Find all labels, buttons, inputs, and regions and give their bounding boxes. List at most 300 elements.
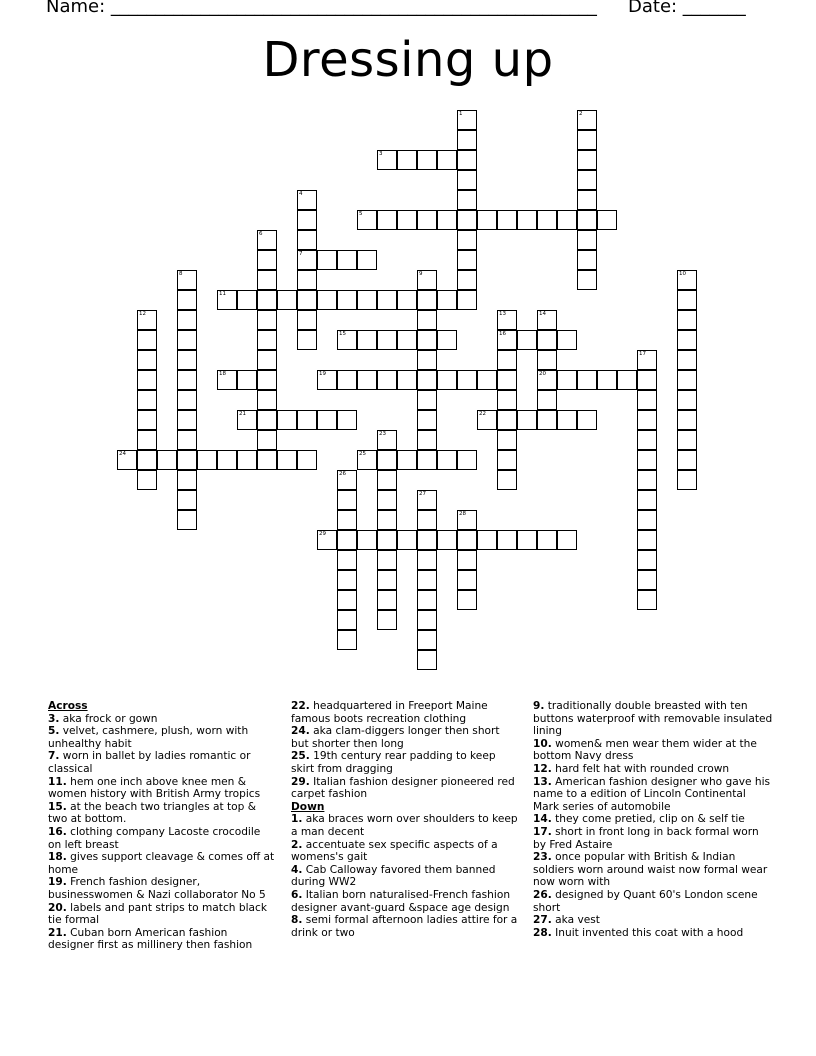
clue-number-label: 13. <box>533 775 552 788</box>
grid-cell[interactable] <box>577 230 597 250</box>
grid-cell[interactable] <box>257 310 277 330</box>
clue-text: 19th century rear padding to keep skirt from dragging <box>291 750 496 775</box>
grid-cell[interactable] <box>237 290 257 310</box>
grid-cell[interactable] <box>637 350 657 370</box>
grid-cell[interactable] <box>397 210 417 230</box>
grid-cell[interactable] <box>577 110 597 130</box>
grid-cell[interactable] <box>537 410 557 430</box>
grid-cell[interactable] <box>457 450 477 470</box>
grid-cell[interactable] <box>337 630 357 650</box>
grid-cell[interactable] <box>397 150 417 170</box>
grid-cell[interactable] <box>117 450 137 470</box>
grid-cell[interactable] <box>337 610 357 630</box>
grid-cell[interactable] <box>457 170 477 190</box>
grid-cell[interactable] <box>637 430 657 450</box>
grid-cell[interactable] <box>537 210 557 230</box>
grid-cell[interactable] <box>677 370 697 390</box>
grid-cell[interactable] <box>217 370 237 390</box>
grid-cell[interactable] <box>297 310 317 330</box>
grid-cell[interactable] <box>537 530 557 550</box>
grid-cell[interactable] <box>177 450 197 470</box>
grid-cell[interactable] <box>417 590 437 610</box>
down-clue <box>533 914 773 927</box>
grid-cell[interactable] <box>517 410 537 430</box>
grid-cell[interactable] <box>457 110 477 130</box>
grid-cell[interactable] <box>417 490 437 510</box>
grid-cell[interactable] <box>417 450 437 470</box>
grid-cell[interactable] <box>417 570 437 590</box>
grid-cell[interactable] <box>457 370 477 390</box>
grid-cell[interactable] <box>517 530 537 550</box>
grid-cell[interactable] <box>437 530 457 550</box>
grid-cell[interactable] <box>417 330 437 350</box>
clue-number-label: 11. <box>48 775 67 788</box>
grid-cell[interactable] <box>497 470 517 490</box>
grid-cell[interactable] <box>557 370 577 390</box>
grid-cell[interactable] <box>357 370 377 390</box>
grid-cell[interactable] <box>477 410 497 430</box>
grid-cell[interactable] <box>257 290 277 310</box>
grid-cell[interactable] <box>577 250 597 270</box>
grid-cell[interactable] <box>257 270 277 290</box>
grid-cell[interactable] <box>377 550 397 570</box>
clue-number: 13 <box>499 311 506 317</box>
grid-cell[interactable] <box>457 190 477 210</box>
grid-cell[interactable] <box>337 370 357 390</box>
grid-cell[interactable] <box>497 430 517 450</box>
grid-cell[interactable] <box>557 410 577 430</box>
clue-number-label: 10. <box>533 737 552 750</box>
grid-cell[interactable] <box>377 290 397 310</box>
clue-text: accentuate sex specific aspects of a womens's gait <box>291 838 498 864</box>
grid-cell[interactable] <box>277 410 297 430</box>
clue-number: 20 <box>539 371 546 377</box>
grid-cell[interactable] <box>377 330 397 350</box>
clue-text: Inuit invented this coat with a hood <box>551 926 744 939</box>
grid-cell[interactable] <box>637 590 657 610</box>
grid-cell[interactable] <box>217 290 237 310</box>
grid-cell[interactable] <box>177 330 197 350</box>
clue-number: 8 <box>179 271 183 277</box>
clue-number-label: 26. <box>533 888 552 901</box>
grid-cell[interactable] <box>457 530 477 550</box>
grid-cell[interactable] <box>137 370 157 390</box>
grid-cell[interactable] <box>377 430 397 450</box>
grid-cell[interactable] <box>137 350 157 370</box>
grid-cell[interactable] <box>237 410 257 430</box>
clue-number: 19 <box>319 371 326 377</box>
grid-cell[interactable] <box>177 370 197 390</box>
clue-number-label: 21. <box>48 926 67 939</box>
grid-cell[interactable] <box>457 250 477 270</box>
grid-cell[interactable] <box>457 230 477 250</box>
grid-cell[interactable] <box>177 350 197 370</box>
grid-cell[interactable] <box>377 210 397 230</box>
clue-text: hard felt hat with rounded crown <box>551 762 730 775</box>
grid-cell[interactable] <box>137 470 157 490</box>
grid-cell[interactable] <box>637 410 657 430</box>
grid-cell[interactable] <box>257 330 277 350</box>
grid-cell[interactable] <box>437 210 457 230</box>
clue-number-label: 17. <box>533 825 552 838</box>
grid-cell[interactable] <box>417 430 437 450</box>
clue-number-label: 29. <box>291 775 310 788</box>
grid-cell[interactable] <box>537 330 557 350</box>
grid-cell[interactable] <box>337 590 357 610</box>
grid-cell[interactable] <box>417 410 437 430</box>
grid-cell[interactable] <box>577 410 597 430</box>
clue-number: 17 <box>639 351 646 357</box>
grid-cell[interactable] <box>257 230 277 250</box>
grid-cell[interactable] <box>377 510 397 530</box>
grid-cell[interactable] <box>637 470 657 490</box>
clue-text: aka braces worn over shoulders to keep a man decent <box>291 813 518 838</box>
clue-text: gives support cleavage & comes off at home <box>48 851 275 876</box>
grid-cell[interactable] <box>137 410 157 430</box>
clue-number: 15 <box>339 331 346 337</box>
grid-cell[interactable] <box>377 150 397 170</box>
clue-number: 7 <box>299 251 303 257</box>
grid-cell[interactable] <box>177 310 197 330</box>
grid-cell[interactable] <box>137 430 157 450</box>
grid-cell[interactable] <box>357 330 377 350</box>
grid-cell[interactable] <box>297 270 317 290</box>
grid-cell[interactable] <box>357 450 377 470</box>
grid-cell[interactable] <box>517 210 537 230</box>
grid-cell[interactable] <box>297 230 317 250</box>
clues-column-1 <box>48 700 276 952</box>
grid-cell[interactable] <box>517 330 537 350</box>
grid-cell[interactable] <box>257 390 277 410</box>
grid-cell[interactable] <box>457 510 477 530</box>
grid-cell[interactable] <box>137 330 157 350</box>
across-clue <box>48 826 276 851</box>
grid-cell[interactable] <box>417 650 437 670</box>
name-field[interactable]: Name: ______________________________________________________ <box>46 0 597 17</box>
grid-cell[interactable] <box>417 350 437 370</box>
grid-cell[interactable] <box>237 450 257 470</box>
across-clue <box>48 750 276 775</box>
clue-text: aka clam-diggers longer then short but shorter then long <box>291 725 500 750</box>
down-clue <box>533 763 773 776</box>
grid-cell[interactable] <box>297 250 317 270</box>
grid-cell[interactable] <box>457 590 477 610</box>
grid-cell[interactable] <box>337 330 357 350</box>
grid-cell[interactable] <box>257 430 277 450</box>
grid-cell[interactable] <box>557 530 577 550</box>
across-clue <box>48 927 276 952</box>
grid-cell[interactable] <box>417 610 437 630</box>
grid-cell[interactable] <box>677 350 697 370</box>
grid-cell[interactable] <box>317 290 337 310</box>
grid-cell[interactable] <box>677 390 697 410</box>
clue-number-label: 1. <box>291 813 303 826</box>
grid-cell[interactable] <box>497 350 517 370</box>
grid-cell[interactable] <box>637 490 657 510</box>
grid-cell[interactable] <box>417 630 437 650</box>
down-clue <box>291 839 519 864</box>
grid-cell[interactable] <box>297 450 317 470</box>
grid-cell[interactable] <box>257 250 277 270</box>
grid-cell[interactable] <box>457 150 477 170</box>
down-clue <box>291 914 519 939</box>
clue-number: 25 <box>359 451 366 457</box>
grid-cell[interactable] <box>177 470 197 490</box>
grid-cell[interactable] <box>357 290 377 310</box>
grid-cell[interactable] <box>337 250 357 270</box>
clue-number: 22 <box>479 411 486 417</box>
clue-number-label: 20. <box>48 901 67 914</box>
grid-cell[interactable] <box>457 270 477 290</box>
clue-number-label: 28. <box>533 926 552 939</box>
grid-cell[interactable] <box>677 430 697 450</box>
grid-cell[interactable] <box>397 330 417 350</box>
grid-cell[interactable] <box>177 390 197 410</box>
grid-cell[interactable] <box>497 310 517 330</box>
grid-cell[interactable] <box>317 250 337 270</box>
grid-cell[interactable] <box>177 410 197 430</box>
down-clue <box>533 826 773 851</box>
grid-cell[interactable] <box>637 390 657 410</box>
grid-cell[interactable] <box>437 290 457 310</box>
grid-cell[interactable] <box>157 450 177 470</box>
clue-number-label: 27. <box>533 914 552 927</box>
clue-number: 1 <box>459 111 463 117</box>
clues-column-3 <box>533 700 773 939</box>
grid-cell[interactable] <box>397 370 417 390</box>
grid-cell[interactable] <box>337 550 357 570</box>
grid-cell[interactable] <box>497 210 517 230</box>
clue-number-label: 12. <box>533 762 552 775</box>
grid-cell[interactable] <box>317 370 337 390</box>
grid-cell[interactable] <box>277 290 297 310</box>
grid-cell[interactable] <box>337 470 357 490</box>
grid-cell[interactable] <box>557 210 577 230</box>
clue-number: 2 <box>579 111 583 117</box>
clue-text: clothing company Lacoste crocodile on left breast <box>48 825 261 851</box>
clue-number: 21 <box>239 411 246 417</box>
clue-text: semi formal afternoon ladies attire for a drink or two <box>291 914 518 939</box>
grid-cell[interactable] <box>437 330 457 350</box>
grid-cell[interactable] <box>257 350 277 370</box>
grid-cell[interactable] <box>677 310 697 330</box>
grid-cell[interactable] <box>377 530 397 550</box>
clue-number-label: 22. <box>291 700 310 712</box>
down-clue <box>291 889 519 914</box>
grid-cell[interactable] <box>357 250 377 270</box>
down-clue <box>533 776 773 814</box>
grid-cell[interactable] <box>677 330 697 350</box>
grid-cell[interactable] <box>337 530 357 550</box>
grid-cell[interactable] <box>677 450 697 470</box>
clue-number-label: 18. <box>48 851 67 864</box>
grid-cell[interactable] <box>377 490 397 510</box>
clue-text: Italian born naturalised-French fashion designer avant-guard &space age design <box>291 888 511 914</box>
grid-cell[interactable] <box>417 150 437 170</box>
grid-cell[interactable] <box>577 210 597 230</box>
grid-cell[interactable] <box>277 450 297 470</box>
grid-cell[interactable] <box>217 450 237 470</box>
grid-cell[interactable] <box>417 510 437 530</box>
grid-cell[interactable] <box>417 550 437 570</box>
down-clue <box>291 864 519 889</box>
grid-cell[interactable] <box>257 450 277 470</box>
clue-number: 11 <box>219 291 226 297</box>
grid-cell[interactable] <box>297 290 317 310</box>
grid-cell[interactable] <box>377 470 397 490</box>
grid-cell[interactable] <box>637 570 657 590</box>
grid-cell[interactable] <box>477 210 497 230</box>
grid-cell[interactable] <box>457 290 477 310</box>
grid-cell[interactable] <box>177 430 197 450</box>
grid-cell[interactable] <box>337 510 357 530</box>
grid-cell[interactable] <box>337 290 357 310</box>
grid-cell[interactable] <box>417 390 437 410</box>
grid-cell[interactable] <box>417 370 437 390</box>
grid-cell[interactable] <box>317 530 337 550</box>
grid-cell[interactable] <box>537 390 557 410</box>
grid-cell[interactable] <box>497 390 517 410</box>
grid-cell[interactable] <box>297 330 317 350</box>
grid-cell[interactable] <box>677 270 697 290</box>
grid-cell[interactable] <box>677 470 697 490</box>
grid-cell[interactable] <box>637 530 657 550</box>
grid-cell[interactable] <box>337 570 357 590</box>
grid-cell[interactable] <box>137 310 157 330</box>
grid-cell[interactable] <box>397 530 417 550</box>
grid-cell[interactable] <box>497 450 517 470</box>
grid-cell[interactable] <box>337 410 357 430</box>
grid-cell[interactable] <box>477 370 497 390</box>
grid-cell[interactable] <box>137 450 157 470</box>
grid-cell[interactable] <box>457 130 477 150</box>
clue-number-label: 6. <box>291 888 303 901</box>
grid-cell[interactable] <box>677 410 697 430</box>
grid-cell[interactable] <box>417 270 437 290</box>
grid-cell[interactable] <box>457 570 477 590</box>
grid-cell[interactable] <box>477 530 497 550</box>
grid-cell[interactable] <box>377 610 397 630</box>
clues-column-2 <box>291 700 519 939</box>
clue-text: designed by Quant 60's London scene short <box>533 888 758 914</box>
grid-cell[interactable] <box>577 170 597 190</box>
clue-number-label: 3. <box>48 712 60 725</box>
grid-cell[interactable] <box>317 410 337 430</box>
grid-cell[interactable] <box>617 370 637 390</box>
across-clue <box>291 725 519 750</box>
grid-cell[interactable] <box>437 370 457 390</box>
grid-cell[interactable] <box>397 450 417 470</box>
clue-text: once popular with British & Indian soldiers worn around waist now formal wear now worn with <box>533 851 768 889</box>
grid-cell[interactable] <box>297 210 317 230</box>
down-clue <box>533 738 773 763</box>
across-heading: Across <box>48 700 88 712</box>
grid-cell[interactable] <box>677 290 697 310</box>
grid-cell[interactable] <box>417 290 437 310</box>
grid-cell[interactable] <box>237 370 257 390</box>
grid-cell[interactable] <box>577 370 597 390</box>
grid-cell[interactable] <box>637 510 657 530</box>
across-clue <box>291 776 519 801</box>
grid-cell[interactable] <box>437 450 457 470</box>
grid-cell[interactable] <box>577 190 597 210</box>
clue-number: 24 <box>119 451 126 457</box>
grid-cell[interactable] <box>417 310 437 330</box>
across-clue <box>48 776 276 801</box>
clue-number-label: 25. <box>291 750 310 763</box>
grid-cell[interactable] <box>497 410 517 430</box>
clue-text: aka vest <box>551 914 600 927</box>
grid-cell[interactable] <box>577 130 597 150</box>
down-clue <box>533 700 773 738</box>
grid-cell[interactable] <box>457 550 477 570</box>
date-field[interactable]: Date: _______ <box>628 0 746 17</box>
clue-number-label: 19. <box>48 876 67 889</box>
grid-cell[interactable] <box>197 450 217 470</box>
grid-cell[interactable] <box>377 450 397 470</box>
grid-cell[interactable] <box>457 210 477 230</box>
grid-cell[interactable] <box>637 370 657 390</box>
clue-number-label: 8. <box>291 914 303 927</box>
grid-cell[interactable] <box>437 150 457 170</box>
grid-cell[interactable] <box>177 490 197 510</box>
clue-number: 27 <box>419 491 426 497</box>
grid-cell[interactable] <box>537 370 557 390</box>
grid-cell[interactable] <box>297 190 317 210</box>
grid-cell[interactable] <box>377 590 397 610</box>
grid-cell[interactable] <box>577 150 597 170</box>
clue-text: worn in ballet by ladies romantic or classical <box>48 750 251 775</box>
clue-number-label: 14. <box>533 813 552 826</box>
grid-cell[interactable] <box>297 410 317 430</box>
grid-cell[interactable] <box>557 330 577 350</box>
grid-cell[interactable] <box>177 270 197 290</box>
grid-cell[interactable] <box>357 210 377 230</box>
grid-cell[interactable] <box>177 510 197 530</box>
grid-cell[interactable] <box>377 570 397 590</box>
clue-number-label: 24. <box>291 725 310 738</box>
grid-cell[interactable] <box>397 290 417 310</box>
grid-cell[interactable] <box>597 370 617 390</box>
clue-text: headquartered in Freeport Maine famous boots recreation clothing <box>291 700 488 725</box>
grid-cell[interactable] <box>357 530 377 550</box>
grid-cell[interactable] <box>637 550 657 570</box>
clue-number: 5 <box>359 211 363 217</box>
grid-cell[interactable] <box>337 490 357 510</box>
clue-number: 9 <box>419 271 423 277</box>
grid-cell[interactable] <box>417 530 437 550</box>
grid-cell[interactable] <box>497 370 517 390</box>
grid-cell[interactable] <box>177 290 197 310</box>
grid-cell[interactable] <box>417 210 437 230</box>
down-clue <box>533 851 773 889</box>
clue-text: traditionally double breasted with ten buttons waterproof with removable insulated lining <box>533 700 773 738</box>
clue-number: 12 <box>139 311 146 317</box>
grid-cell[interactable] <box>257 410 277 430</box>
grid-cell[interactable] <box>497 530 517 550</box>
grid-cell[interactable] <box>537 310 557 330</box>
grid-cell[interactable] <box>577 270 597 290</box>
grid-cell[interactable] <box>497 330 517 350</box>
grid-cell[interactable] <box>537 350 557 370</box>
grid-cell[interactable] <box>377 370 397 390</box>
grid-cell[interactable] <box>637 450 657 470</box>
grid-cell[interactable] <box>597 210 617 230</box>
clue-number: 3 <box>379 151 383 157</box>
grid-cell[interactable] <box>257 370 277 390</box>
grid-cell[interactable] <box>137 390 157 410</box>
clue-text: Cuban born American fashion designer first as millinery then fashion <box>48 926 253 952</box>
